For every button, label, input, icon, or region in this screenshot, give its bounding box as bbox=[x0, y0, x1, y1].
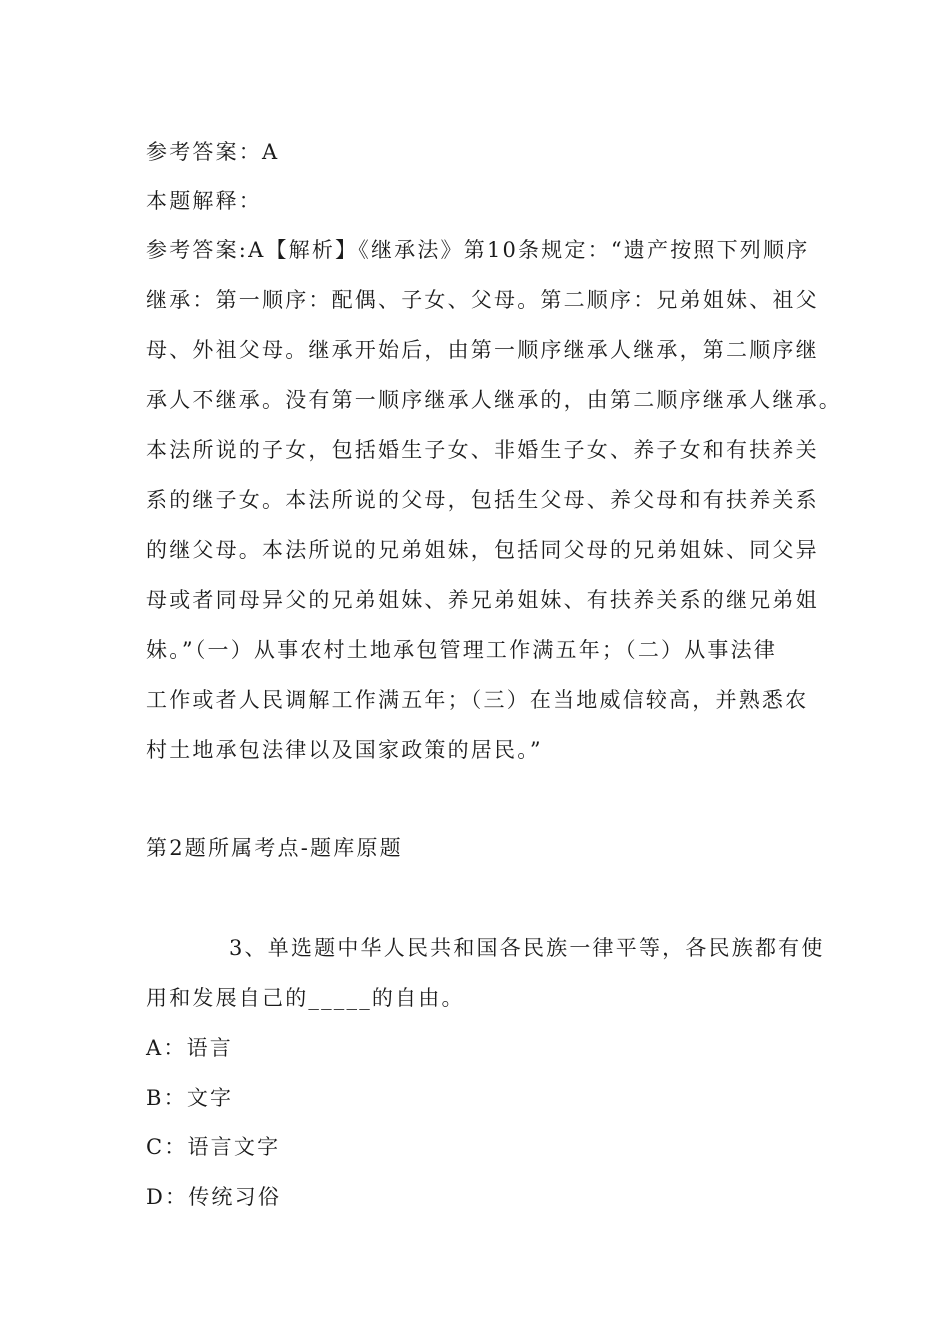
question-stem: 3、单选题中华人民共和国各民族一律平等，各民族都有使 bbox=[229, 936, 825, 960]
explanation-line: 母或者同母异父的兄弟姐妹、养兄弟姐妹、有扶养关系的继兄弟姐 bbox=[146, 588, 819, 612]
explanation-line: 妹。”（一）从事农村土地承包管理工作满五年；（二）从事法律 bbox=[146, 638, 778, 662]
explanation-line: 母、外祖父母。继承开始后，由第一顺序继承人继承，第二顺序继 bbox=[146, 338, 819, 362]
reference-answer: 参考答案：A bbox=[146, 140, 280, 164]
explanation-line: 承人不继承。没有第一顺序继承人继承的，由第二顺序继承人继承。 bbox=[146, 388, 842, 412]
explanation-line: 工作或者人民调解工作满五年；（三）在当地威信较高，并熟悉农 bbox=[146, 688, 809, 712]
explanation-line: 参考答案:A【解析】《继承法》第10条规定：“遗产按照下列顺序 bbox=[146, 238, 810, 262]
explanation-heading: 本题解释： bbox=[146, 189, 262, 213]
option-c: C：语言文字 bbox=[146, 1135, 281, 1159]
question-stem-continued: 用和发展自己的_____的自由。 bbox=[146, 986, 465, 1010]
explanation-line: 系的继子女。本法所说的父母，包括生父母、养父母和有扶养关系 bbox=[146, 488, 819, 512]
explanation-line: 本法所说的子女，包括婚生子女、非婚生子女、养子女和有扶养关 bbox=[146, 438, 819, 462]
option-b: B：文字 bbox=[146, 1086, 234, 1110]
explanation-line: 村土地承包法律以及国家政策的居民。” bbox=[146, 738, 543, 762]
topic-note: 第2题所属考点-题库原题 bbox=[146, 836, 403, 860]
option-d: D：传统习俗 bbox=[146, 1185, 282, 1209]
option-a: A：语言 bbox=[146, 1036, 233, 1060]
explanation-line: 的继父母。本法所说的兄弟姐妹，包括同父母的兄弟姐妹、同父异 bbox=[146, 538, 819, 562]
explanation-line: 继承：第一顺序：配偶、子女、父母。第二顺序：兄弟姐妹、祖父 bbox=[146, 288, 819, 312]
